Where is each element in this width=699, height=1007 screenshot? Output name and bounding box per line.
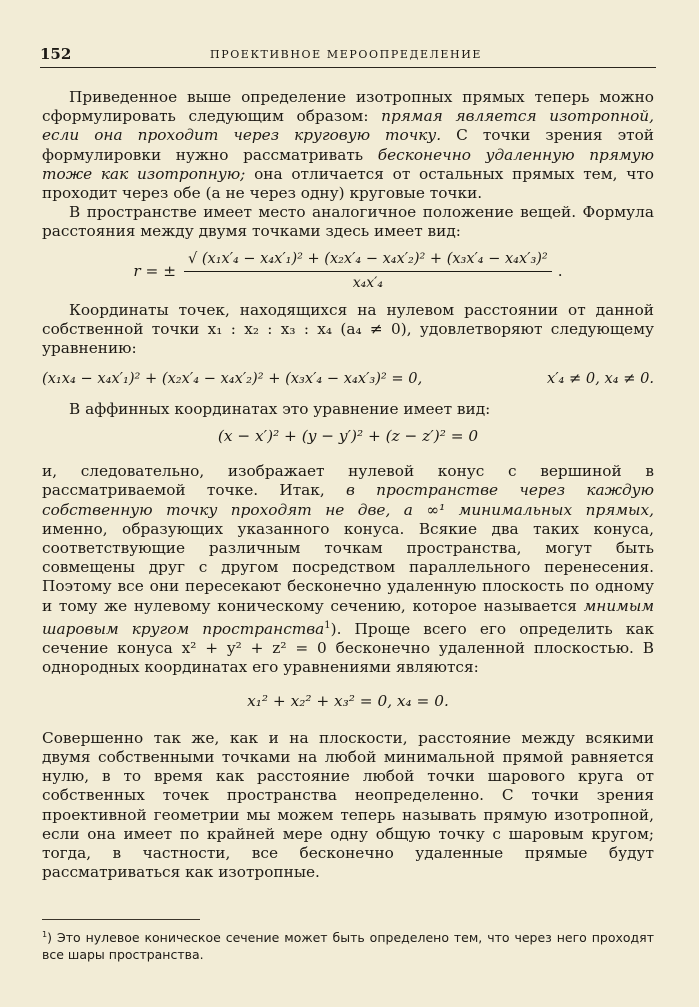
footnote-reference: 1 [324,619,331,631]
italic-imaginary-circle: мнимым шаровым кругом пространства [42,596,654,638]
formula-numerator: √ (x₁x′₄ − x₄x′₁)² + (x₂x′₄ − x₄x′₂)² + (x₃x′₄ − x₄x′₃)² [184,250,552,272]
paragraph-affine: В аффинных координатах это уравнение имеет вид: [69,399,491,418]
page-number: 152 [40,45,72,63]
formula-period: . [557,261,563,280]
paragraph-null-cone: и, следовательно, изображает нулевой конус с вершиной в рассматриваемой точке. Итак, в пространстве через каждую собственную точку проходят не две, а ∞¹ минимальных прямых, именно, образующих указанного конуса. Всякие два таких конуса, соответствующие различным точкам пространства, могут быть совмещены друг с другом посредством параллельного перенесения. Поэтому все они пересекают бесконечно удаленную плоскость по одному и тому же нулевому коническому сечению, которое называется мнимым шаровым кругом пространства$^1$). Проще всего его определить как сечение конуса x² + y² + z² = 0 бесконечно удаленной плоскостью. В однородных координатах его уравнениями являются: [42,462,654,677]
formula-denominator: x₄x′₄ [352,274,383,291]
page-body [42,88,654,882]
italic-definition: прямая является изотропной, если она проходит через круговую точку. [42,107,654,145]
paragraph-zero-distance: Координаты точек, находящихся на нулевом расстоянии от данной собственной точки x₁ : x₂ : x₃ : x₄ (a₄ ≠ 0), удовлетворяют следующему уравнению: [42,301,654,358]
formula-fraction [184,250,552,293]
affine-equation: (x − x′)² + (y − y′)² + (z − z′)² = 0 [217,427,479,446]
formula-lhs: r = ± [133,261,177,280]
zero-distance-equation [42,369,654,388]
footnote-rule [42,919,200,920]
homogeneous-equations: x₁² + x₂² + x₃² = 0, x₄ = 0. [247,691,449,710]
italic-infinite-line: бесконечно удаленную прямую тоже как изотропную; [42,145,654,183]
paragraph-isotropic-lines: Приведенное выше определение изотропных прямых теперь можно сформулировать следующим образом: прямая является изотропной, если она проходит через круговую точку. С точки зрения этой формулировки нужно рассматривать бесконечно удаленную прямую тоже как изотропную; она отличается от остальных прямых тем, что проходит через обе (а не через одну) круговые точки. [42,88,654,203]
paragraph-space-analog: В пространстве имеет место аналогичное положение вещей. Формула расстояния между двумя точками здесь имеет вид: [42,203,654,241]
distance-formula [42,250,654,293]
paragraph-conclusion: Совершенно так же, как и на плоскости, расстояние между всякими двумя собственными точками на любой минимальной прямой равняется нулю, в то время как расстояние любой точки шарового круга от собственных точек пространства неопределенно. С точки зрения проективной геометрии мы можем теперь называть прямую изотропной, если она имеет по крайней мере одну общую точку с шаровым кругом; тогда, в частности, все бесконечно удаленные прямые будут рассматриваться как изотропные. [42,728,654,882]
running-head: ПРОЕКТИВНОЕ МЕРООПРЕДЕЛЕНИЕ [210,48,483,61]
page-header [40,45,656,68]
footnote-text: ) Это нулевое коническое сечение может быть определено тем, что через него проходят все шары пространства. [42,930,654,963]
italic-minimal-lines: в пространстве через каждую собственную точку проходят не две, а ∞¹ минимальных прямых, [42,481,654,519]
equation-main: (x₁x₄ − x₄x′₁)² + (x₂x′₄ − x₄x′₂)² + (x₃x′₄ − x₄x′₃)² = 0, [42,369,423,387]
equation-condition: x′₄ ≠ 0, x₄ ≠ 0. [547,369,654,387]
footnote-mark: 1 [42,929,48,939]
footnote [42,926,654,963]
